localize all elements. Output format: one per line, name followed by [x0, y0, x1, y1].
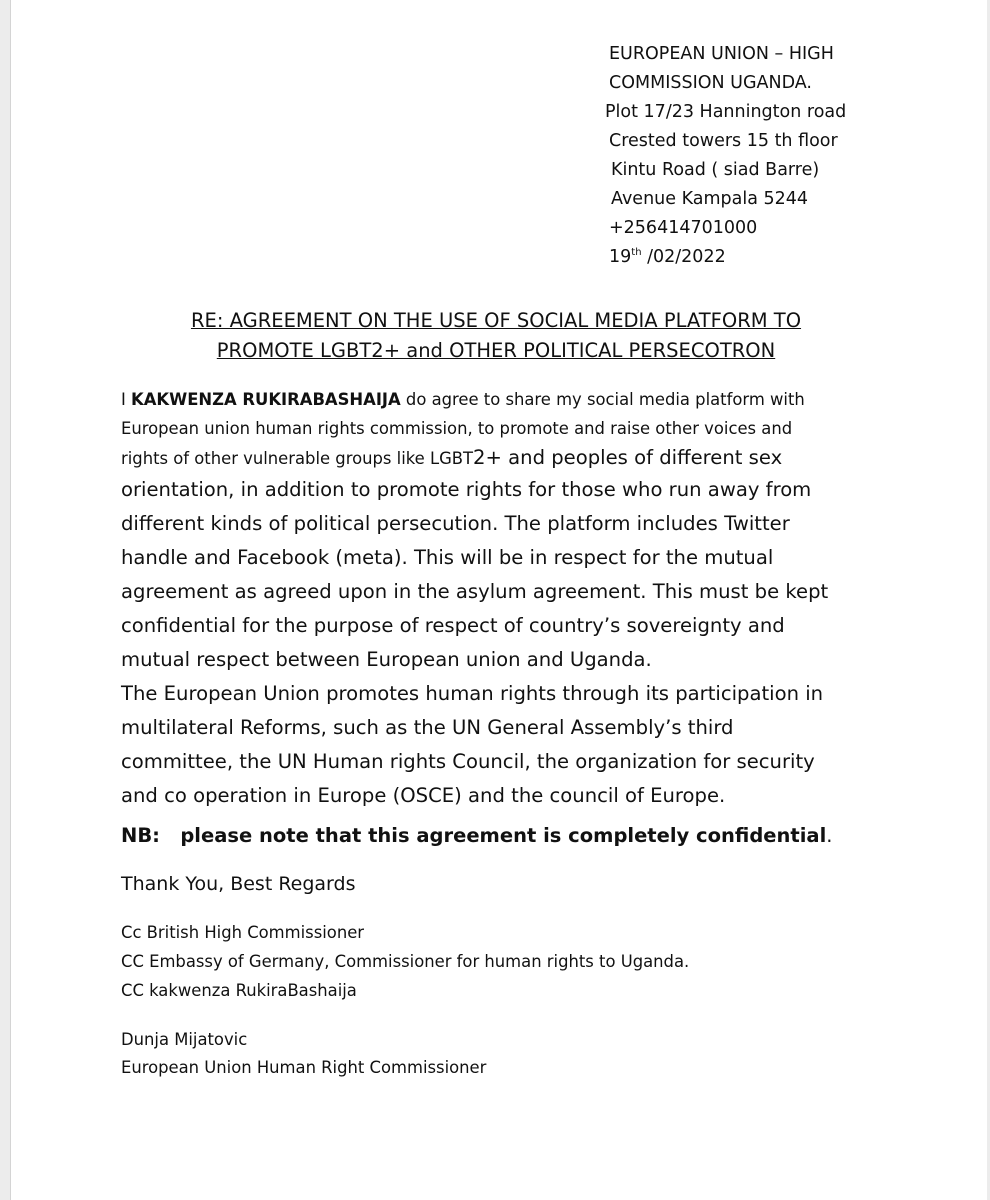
body-line: different kinds of political persecution. The platform includes Twitter	[121, 512, 790, 535]
signature-block	[121, 1026, 486, 1082]
signatory-name: Dunja Mijatovic	[121, 1030, 248, 1049]
body-line: rights of other vulnerable groups like LGBT2+ and peoples of different sex	[121, 446, 783, 469]
letter-date: 19th /02/2022	[609, 247, 726, 267]
body-line: orientation, in addition to promote rights for those who run away from	[121, 478, 812, 501]
letter-body	[121, 385, 881, 813]
letter-subject	[121, 306, 871, 366]
document-page	[10, 0, 987, 1200]
cc-item: Cc British High Commissioner	[121, 923, 365, 942]
subject-line: RE: AGREEMENT ON THE USE OF SOCIAL MEDIA PLATFORM TO	[190, 309, 802, 332]
body-line: and co operation in Europe (OSCE) and the council of Europe.	[121, 784, 726, 807]
address-line: Kintu Road ( siad Barre)	[611, 160, 820, 180]
address-line: EUROPEAN UNION – HIGH	[609, 44, 834, 64]
address-line: COMMISSION UGANDA.	[609, 73, 812, 93]
body-line: multilateral Reforms, such as the UN General Assembly’s third	[121, 716, 734, 739]
nb-note: NB: please note that this agreement is completely confidential.	[121, 824, 833, 847]
body-line: mutual respect between European union and Uganda.	[121, 648, 652, 671]
recipient-address	[605, 40, 847, 272]
body-line: agreement as agreed upon in the asylum agreement. This must be kept	[121, 580, 829, 603]
subject-line: PROMOTE LGBT2+ and OTHER POLITICAL PERSECOTRON	[216, 339, 776, 362]
body-line: confidential for the purpose of respect of country’s sovereignty and	[121, 614, 785, 637]
body-line: The European Union promotes human rights through its participation in	[121, 682, 824, 705]
body-line: I KAKWENZA RUKIRABASHAIJA do agree to share my social media platform with	[121, 390, 805, 409]
address-line: Plot 17/23 Hannington road	[605, 102, 847, 122]
signatory-title: European Union Human Right Commissioner	[121, 1058, 487, 1077]
body-line: handle and Facebook (meta). This will be in respect for the mutual	[121, 546, 774, 569]
body-line: European union human rights commission, to promote and raise other voices and	[121, 419, 793, 438]
cc-item: CC Embassy of Germany, Commissioner for human rights to Uganda.	[121, 952, 690, 971]
signatory-name: KAKWENZA RUKIRABASHAIJA	[131, 390, 401, 409]
closing-line: Thank You, Best Regards	[121, 873, 356, 895]
address-line: Avenue Kampala 5244	[611, 189, 809, 209]
body-line: committee, the UN Human rights Council, the organization for security	[121, 750, 815, 773]
cc-list	[121, 918, 689, 1005]
address-line: Crested towers 15 th floor	[609, 131, 838, 151]
address-phone: +256414701000	[609, 218, 758, 238]
cc-item: CC kakwenza RukiraBashaija	[121, 981, 357, 1000]
